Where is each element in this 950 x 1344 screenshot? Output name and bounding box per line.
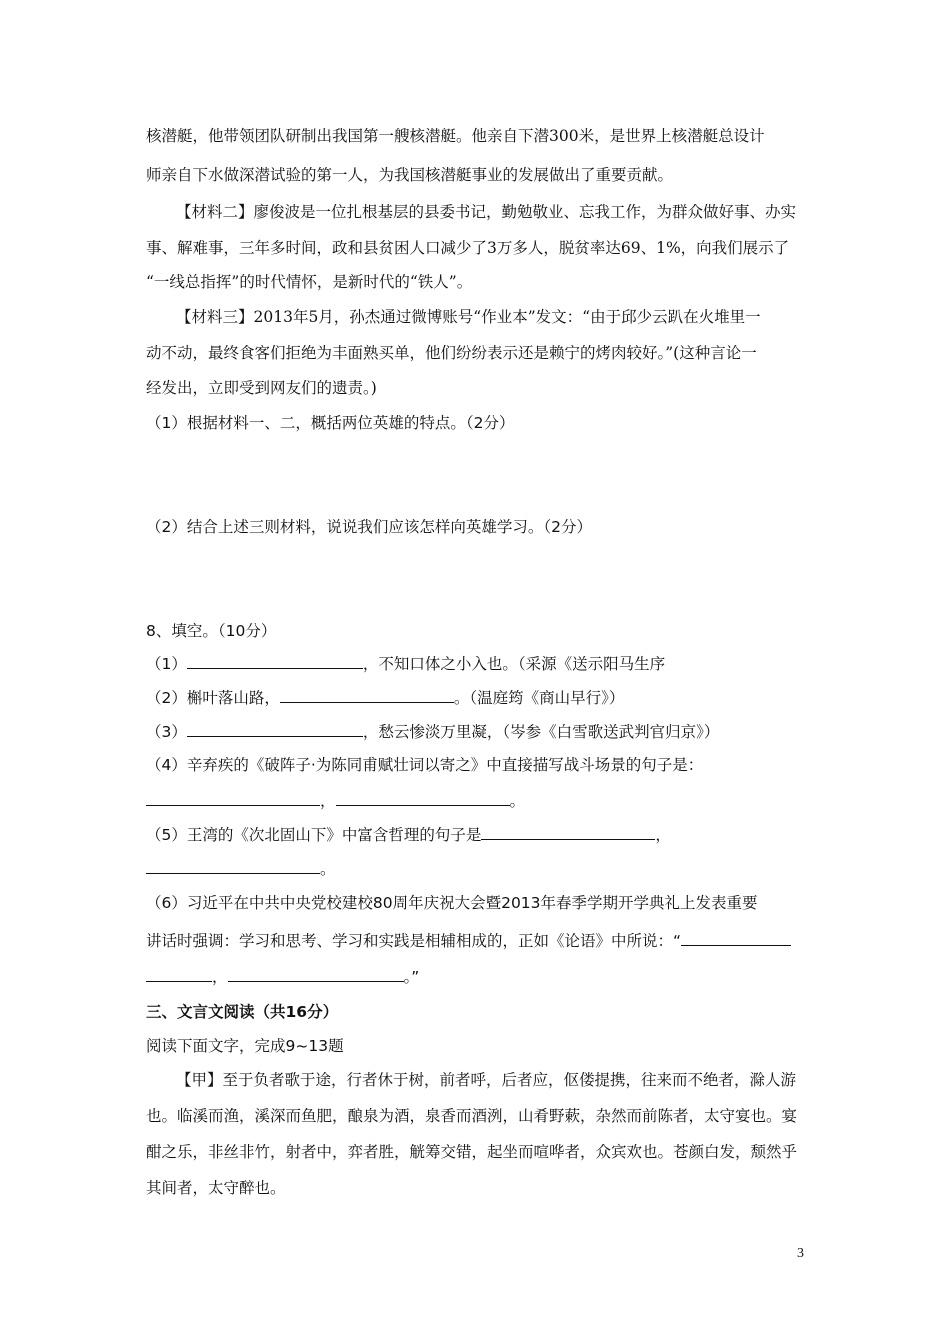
item2-prefix: （2）槲叶落山路， [146,689,280,707]
section3-title: 三、文言文阅读（共16分） [146,1003,339,1021]
item2-suffix: 。（温庭筠《商山早行》） [453,689,625,707]
question8-item4: （4）辛弃疾的《破阵子·为陈同甫赋壮词以寄之》中直接描写战斗场景的句子是： [146,756,704,774]
question8-item2 [146,687,624,708]
item5-answer-blank-1[interactable] [481,824,655,840]
item2-answer-blank[interactable] [280,687,454,703]
question8-title: 8、填空。（10分） [146,622,277,640]
material3-line1: 【材料三】2013年5月，孙杰通过微博账号“作业本”发文：“由于邱少云趴在火堆里一 [176,308,761,326]
item5-answer-blank-2[interactable] [146,858,320,874]
item6-comma: ， [212,968,228,986]
material2-line3: “一线总指挥”的时代情怀，是新时代的“铁人”。 [146,273,473,291]
question8-item6-line3 [146,966,419,987]
material2-line1: 【材料二】廖俊波是一位扎根基层的县委书记，勤勉敬业、忘我工作，为群众做好事、办实 [176,203,797,221]
material2-line2: 事、解难事，三年多时间，政和县贫困人口减少了3万多人，脱贫率达69、1%，向我们展示了 [146,239,790,257]
para1-line2: 师亲自下水做深潜试验的第一人，为我国核潜艇事业的发展做出了重要贡献。 [146,166,674,184]
item1-answer-blank[interactable] [187,653,363,669]
question8-item5-cont [146,858,336,879]
item4-comma: ， [320,792,336,810]
item3-prefix: （3） [146,723,187,741]
item3-suffix: ，愁云惨淡万里凝，（岑参《白雪歌送武判官归京》） [362,723,720,741]
item4-period: 。 [509,792,526,810]
item3-answer-blank[interactable] [187,721,363,737]
item5-prefix: （5）王湾的《次北固山下》中富含哲理的句子是 [146,826,482,844]
item6-answer-blank-2[interactable] [228,966,404,982]
material3-line2: 动不动，最终食客们拒绝为丰面熟买单，他们纷纷表示还是赖宁的烤肉较好。”(这种言论一 [146,344,757,362]
item5-comma: ， [655,826,671,844]
item6-answer-blank-1b[interactable] [146,966,212,982]
item4-answer-blank-2[interactable] [336,790,510,806]
item4-answer-blank-1[interactable] [146,790,320,806]
para1-line1: 核潜艇，他带领团队研制出我国第一艘核潜艇。他亲自下潜300米，是世界上核潜艇总设计 [146,127,765,145]
question8-item6-line2 [146,930,791,951]
question8-item1 [146,653,665,674]
question8-item3 [146,721,719,742]
question8-item5 [146,824,671,845]
material3-line3: 经发出，立即受到网友们的遗责。) [146,379,377,397]
jia-line1: 【甲】至于负者歌于途，行者休于树，前者呼，后者应，伛偻提携，往来而不绝者，滁人游 [176,1071,797,1089]
jia-line4: 其间者，太守醉也。 [146,1179,286,1197]
item1-suffix: ，不知口体之小入也。（采源《送示阳马生序 [362,655,666,673]
item6-answer-blank-1a[interactable] [681,930,791,946]
page-number: 3 [797,1246,804,1261]
item6-text: 讲话时强调：学习和思考、学习和实践是相辅相成的，正如《论语》中所说：“ [146,932,682,950]
item5-period: 。 [320,860,336,878]
question8-item6-line1: （6）习近平在中共中央党校建校80周年庆祝大会暨2013年春季学期开学典礼上发表重要 [146,894,758,912]
section3-instruction: 阅读下面文字，完成9~13题 [146,1037,344,1055]
jia-line3: 酣之乐，非丝非竹，射者中，弈者胜，觥筹交错，起坐而喧哗者，众宾欢也。苍颜白发，颓然乎 [146,1143,798,1161]
item1-prefix: （1） [146,655,187,673]
question7-sub1: （1）根据材料一、二，概括两位英雄的特点。（2分） [146,414,515,432]
jia-line2: 也。临溪而渔，溪深而鱼肥，酿泉为酒，泉香而酒洌，山肴野蔌，杂然而前陈者，太守宴也。宴 [146,1107,798,1125]
question7-sub2: （2）结合上述三则材料，说说我们应该怎样向英雄学习。（2分） [146,518,592,536]
question8-item4-blanks [146,790,525,811]
item6-close: 。” [403,968,420,986]
